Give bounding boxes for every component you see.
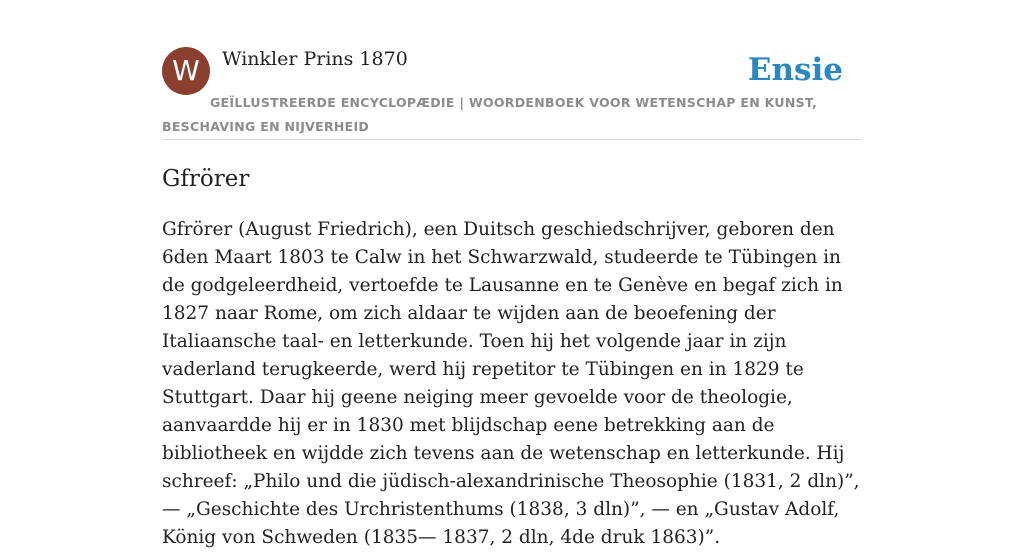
source-subtitle: GEÏLLUSTREERDE ENCYCLOPÆDIE | WOORDENBOEK VOOR WETENSCHAP EN KUNST, BESCHAVING EN NIJVERHEID [162, 95, 818, 134]
page-title: Gfrörer [162, 166, 250, 192]
source-avatar[interactable]: W [162, 47, 210, 95]
ensie-logo[interactable]: Ensie [747, 52, 843, 88]
source-title-link[interactable]: Winkler Prins 1870 [222, 48, 408, 70]
site-header [162, 46, 862, 140]
article-body: Gfrörer (August Friedrich), een Duitsch geschiedschrijver, geboren den 6den Maart 1803 te Calw in het Schwarzwald, studeerde te Tübingen in de godgeleerdheid, vertoefde te Lausanne en te Genève en begaf zich in 1827 naar Rome, om zich aldaar te wijden aan de beoefening der Italiaansche taal- en letterkunde. Toen hij het volgende jaar in zijn vaderland terugkeerde, werd hij repetitor te Tübingen en in 1829 te Stuttgart. Daar hij geene neiging meer gevoelde voor de theologie, aanvaardde hij er in 1830 met blijdschap eene betrekking aan de bibliotheek en wijdde zich tevens aan de wetenschap en letterkunde. Hij schreef: „Philo und die jüdisch-alexandrinische Theosophie (1831, 2 dln)”, — „Geschichte des Urchristenthums (1838, 3 dln)”, — en „Gustav Adolf, König von Schweden (1835— 1837, 2 dln, 4de druk 1863)”. [162, 219, 860, 548]
